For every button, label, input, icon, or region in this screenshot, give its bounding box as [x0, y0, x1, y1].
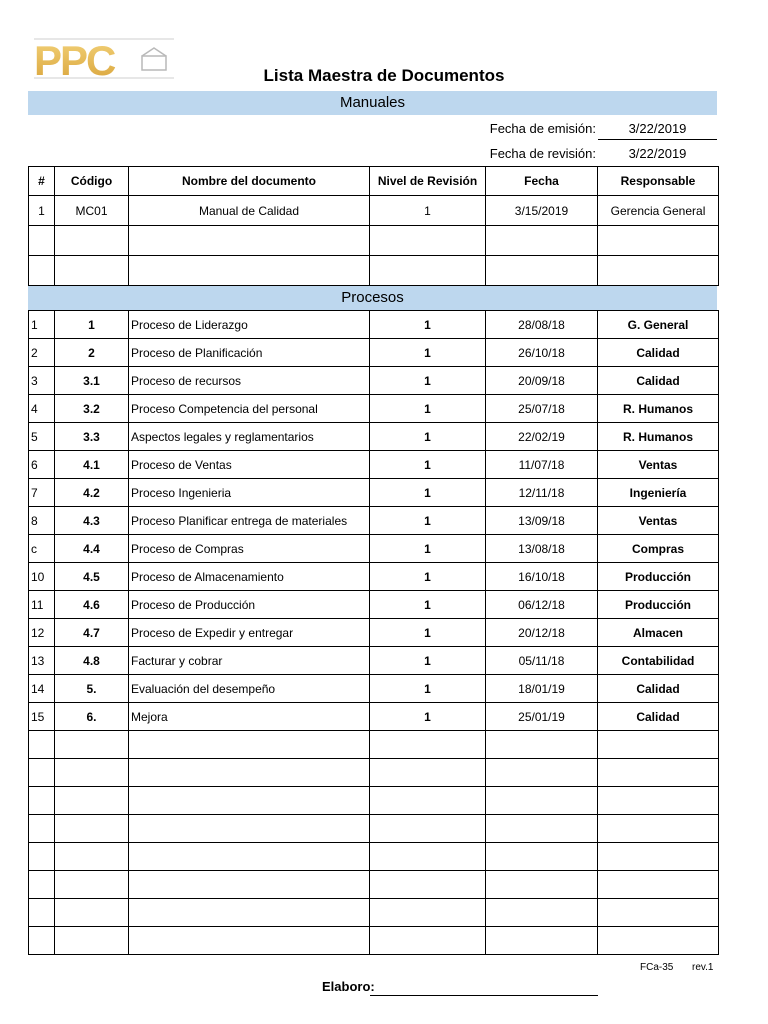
proceso-row-nombre: Proceso de recursos: [129, 367, 370, 395]
proceso-row-nivel: 1: [370, 479, 486, 507]
proceso-row-codigo: 3.3: [55, 423, 129, 451]
manual-row-codigo: [55, 256, 129, 286]
proceso-row-responsable: Calidad: [598, 339, 719, 367]
procesos-section-band: Procesos: [28, 286, 717, 310]
proceso-row: [29, 339, 719, 367]
proceso-row-num: 2: [29, 339, 55, 367]
elaboro-label: Elaboro:: [322, 979, 375, 994]
proceso-row-num: [29, 787, 55, 815]
proceso-row-codigo: 4.7: [55, 619, 129, 647]
proceso-row-fecha: [486, 871, 598, 899]
proceso-row-fecha: [486, 843, 598, 871]
proceso-row-responsable: [598, 871, 719, 899]
proceso-row-num: 13: [29, 647, 55, 675]
proceso-row-nombre: Proceso de Planificación: [129, 339, 370, 367]
proceso-row-codigo: [55, 815, 129, 843]
proceso-row-nombre: Proceso Planificar entrega de materiales: [129, 507, 370, 535]
proceso-row-fecha: [486, 759, 598, 787]
proceso-row-responsable: Almacen: [598, 619, 719, 647]
proceso-row-num: 3: [29, 367, 55, 395]
proceso-row-num: [29, 927, 55, 955]
proceso-row-responsable: Calidad: [598, 703, 719, 731]
proceso-row-nivel: 1: [370, 703, 486, 731]
proceso-row-nombre: Proceso Ingenieria: [129, 479, 370, 507]
proceso-row: [29, 647, 719, 675]
proceso-row-num: 7: [29, 479, 55, 507]
proceso-row-nombre: Proceso de Expedir y entregar: [129, 619, 370, 647]
proceso-row-nivel: [370, 815, 486, 843]
proceso-row-fecha: [486, 815, 598, 843]
proceso-row-codigo: 4.6: [55, 591, 129, 619]
proceso-row-responsable: Ventas: [598, 451, 719, 479]
proceso-row-nombre: Proceso Competencia del personal: [129, 395, 370, 423]
proceso-row-responsable: [598, 899, 719, 927]
proceso-row: [29, 535, 719, 563]
proceso-row-fecha: 28/08/18: [486, 311, 598, 339]
manual-row-num: [29, 256, 55, 286]
proceso-row: [29, 787, 719, 815]
manual-row-num: [29, 226, 55, 256]
proceso-row-codigo: [55, 731, 129, 759]
manual-row-nombre: Manual de Calidad: [129, 196, 370, 226]
proceso-row-codigo: [55, 871, 129, 899]
column-header-responsable: Responsable: [598, 167, 719, 196]
document-title: Lista Maestra de Documentos: [263, 66, 505, 85]
proceso-row-nivel: [370, 843, 486, 871]
proceso-row: [29, 423, 719, 451]
proceso-row-codigo: 2: [55, 339, 129, 367]
proceso-row-fecha: 16/10/18: [486, 563, 598, 591]
proceso-row-num: [29, 815, 55, 843]
proceso-row-nivel: [370, 731, 486, 759]
proceso-row-responsable: [598, 815, 719, 843]
manual-row-num: 1: [29, 196, 55, 226]
proceso-row-nombre: [129, 899, 370, 927]
proceso-row-num: [29, 843, 55, 871]
proceso-row-num: [29, 731, 55, 759]
proceso-row-num: 6: [29, 451, 55, 479]
proceso-row-fecha: 26/10/18: [486, 339, 598, 367]
proceso-row-responsable: G. General: [598, 311, 719, 339]
proceso-row-codigo: 6.: [55, 703, 129, 731]
proceso-row-nivel: 1: [370, 395, 486, 423]
proceso-row-num: 12: [29, 619, 55, 647]
column-header-num: #: [29, 167, 55, 196]
proceso-row-codigo: 3.2: [55, 395, 129, 423]
manuales-section-band: Manuales: [28, 91, 717, 115]
proceso-row-num: 15: [29, 703, 55, 731]
proceso-row: [29, 451, 719, 479]
proceso-row-fecha: [486, 731, 598, 759]
proceso-row-nivel: 1: [370, 507, 486, 535]
manual-row-codigo: [55, 226, 129, 256]
proceso-row-nombre: Mejora: [129, 703, 370, 731]
proceso-row: [29, 731, 719, 759]
fecha-revision-label: Fecha de revisión:: [489, 146, 596, 161]
proceso-row-nombre: Proceso de Compras: [129, 535, 370, 563]
fecha-emision-label: Fecha de emisión:: [489, 121, 596, 136]
proceso-row-codigo: 5.: [55, 675, 129, 703]
proceso-row-responsable: Producción: [598, 591, 719, 619]
proceso-row-codigo: 3.1: [55, 367, 129, 395]
proceso-row-nombre: Proceso de Producción: [129, 591, 370, 619]
proceso-row-codigo: 4.8: [55, 647, 129, 675]
procesos-table: [28, 310, 719, 955]
proceso-row-nivel: 1: [370, 423, 486, 451]
proceso-row-nivel: 1: [370, 311, 486, 339]
proceso-row-nivel: [370, 871, 486, 899]
proceso-row: [29, 815, 719, 843]
manual-row-nombre: [129, 226, 370, 256]
proceso-row-nombre: [129, 815, 370, 843]
proceso-row-codigo: [55, 787, 129, 815]
column-header-nivel: Nivel de Revisión: [370, 167, 486, 196]
manual-row-fecha: [486, 226, 598, 256]
proceso-row-responsable: Calidad: [598, 367, 719, 395]
manual-row-nivel: 1: [370, 196, 486, 226]
proceso-row-fecha: 13/08/18: [486, 535, 598, 563]
proceso-row-codigo: [55, 759, 129, 787]
proceso-row-responsable: R. Humanos: [598, 395, 719, 423]
manual-row-fecha: [486, 256, 598, 286]
proceso-row-nivel: 1: [370, 451, 486, 479]
proceso-row: [29, 591, 719, 619]
column-header-nombre: Nombre del documento: [129, 167, 370, 196]
proceso-row-nivel: 1: [370, 535, 486, 563]
proceso-row-num: [29, 899, 55, 927]
manual-row-nivel: [370, 256, 486, 286]
proceso-row-nombre: Proceso de Almacenamiento: [129, 563, 370, 591]
manuales-table: [28, 166, 719, 286]
proceso-row-fecha: 13/09/18: [486, 507, 598, 535]
proceso-row-nivel: [370, 927, 486, 955]
svg-text:PPC: PPC: [34, 38, 115, 80]
manual-row-responsable: [598, 256, 719, 286]
proceso-row-responsable: [598, 759, 719, 787]
proceso-row-fecha: 06/12/18: [486, 591, 598, 619]
fecha-emision-underline: [598, 139, 717, 140]
proceso-row-fecha: 22/02/19: [486, 423, 598, 451]
proceso-row-responsable: Compras: [598, 535, 719, 563]
form-code: FCa-35: [640, 962, 674, 973]
manuales-header-row: [29, 167, 719, 196]
proceso-row-fecha: 20/09/18: [486, 367, 598, 395]
proceso-row-codigo: 4.1: [55, 451, 129, 479]
manual-row-nivel: [370, 226, 486, 256]
proceso-row-nivel: 1: [370, 339, 486, 367]
proceso-row-codigo: 4.5: [55, 563, 129, 591]
proceso-row-fecha: [486, 927, 598, 955]
proceso-row-nombre: Proceso de Liderazgo: [129, 311, 370, 339]
proceso-row-num: [29, 759, 55, 787]
proceso-row-nombre: Evaluación del desempeño: [129, 675, 370, 703]
manual-row: [29, 226, 719, 256]
manual-row-fecha: 3/15/2019: [486, 196, 598, 226]
proceso-row-codigo: 4.2: [55, 479, 129, 507]
proceso-row: [29, 479, 719, 507]
proceso-row-fecha: 18/01/19: [486, 675, 598, 703]
proceso-row-responsable: R. Humanos: [598, 423, 719, 451]
proceso-row: [29, 843, 719, 871]
column-header-codigo: Código: [55, 167, 129, 196]
proceso-row-nivel: 1: [370, 367, 486, 395]
proceso-row-num: 1: [29, 311, 55, 339]
form-revision: rev.1: [692, 962, 714, 973]
proceso-row-num: 4: [29, 395, 55, 423]
proceso-row: [29, 311, 719, 339]
fecha-emision-value: 3/22/2019: [628, 121, 687, 136]
proceso-row-num: 10: [29, 563, 55, 591]
proceso-row-codigo: [55, 899, 129, 927]
proceso-row-nivel: 1: [370, 619, 486, 647]
proceso-row-fecha: 25/01/19: [486, 703, 598, 731]
proceso-row-codigo: [55, 927, 129, 955]
fecha-revision-value: 3/22/2019: [628, 146, 687, 161]
proceso-row-nombre: [129, 843, 370, 871]
proceso-row: [29, 899, 719, 927]
manual-row: [29, 196, 719, 226]
manual-row-nombre: [129, 256, 370, 286]
proceso-row-codigo: 1: [55, 311, 129, 339]
proceso-row-nombre: Aspectos legales y reglamentarios: [129, 423, 370, 451]
proceso-row-responsable: Ventas: [598, 507, 719, 535]
proceso-row: [29, 675, 719, 703]
proceso-row-num: 8: [29, 507, 55, 535]
proceso-row-nivel: 1: [370, 563, 486, 591]
proceso-row-nivel: 1: [370, 591, 486, 619]
proceso-row-fecha: 20/12/18: [486, 619, 598, 647]
proceso-row-codigo: 4.4: [55, 535, 129, 563]
proceso-row-num: 5: [29, 423, 55, 451]
proceso-row-num: 14: [29, 675, 55, 703]
elaboro-signature-line: [370, 995, 598, 996]
proceso-row: [29, 395, 719, 423]
proceso-row: [29, 871, 719, 899]
proceso-row: [29, 703, 719, 731]
proceso-row: [29, 619, 719, 647]
proceso-row-nombre: Facturar y cobrar: [129, 647, 370, 675]
manual-row-responsable: Gerencia General: [598, 196, 719, 226]
proceso-row-responsable: [598, 927, 719, 955]
proceso-row-num: [29, 871, 55, 899]
proceso-row: [29, 563, 719, 591]
proceso-row-fecha: 11/07/18: [486, 451, 598, 479]
proceso-row-responsable: [598, 787, 719, 815]
proceso-row-nombre: [129, 787, 370, 815]
column-header-fecha: Fecha: [486, 167, 598, 196]
proceso-row-nivel: [370, 899, 486, 927]
manual-row: [29, 256, 719, 286]
proceso-row: [29, 927, 719, 955]
proceso-row: [29, 759, 719, 787]
proceso-row-responsable: Calidad: [598, 675, 719, 703]
proceso-row-responsable: Contabilidad: [598, 647, 719, 675]
proceso-row-codigo: 4.3: [55, 507, 129, 535]
proceso-row: [29, 507, 719, 535]
proceso-row-fecha: [486, 899, 598, 927]
proceso-row-num: c: [29, 535, 55, 563]
proceso-row-num: 11: [29, 591, 55, 619]
proceso-row-nivel: 1: [370, 675, 486, 703]
proceso-row-fecha: 12/11/18: [486, 479, 598, 507]
proceso-row-responsable: [598, 843, 719, 871]
proceso-row-nombre: [129, 731, 370, 759]
proceso-row: [29, 367, 719, 395]
proceso-row-nombre: [129, 871, 370, 899]
proceso-row-nivel: [370, 787, 486, 815]
proceso-row-codigo: [55, 843, 129, 871]
manual-row-codigo: MC01: [55, 196, 129, 226]
proceso-row-responsable: Ingeniería: [598, 479, 719, 507]
proceso-row-responsable: [598, 731, 719, 759]
proceso-row-nombre: Proceso de Ventas: [129, 451, 370, 479]
manual-row-responsable: [598, 226, 719, 256]
proceso-row-fecha: 05/11/18: [486, 647, 598, 675]
proceso-row-fecha: [486, 787, 598, 815]
proceso-row-fecha: 25/07/18: [486, 395, 598, 423]
proceso-row-nombre: [129, 759, 370, 787]
proceso-row-responsable: Producción: [598, 563, 719, 591]
proceso-row-nivel: [370, 759, 486, 787]
proceso-row-nombre: [129, 927, 370, 955]
proceso-row-nivel: 1: [370, 647, 486, 675]
